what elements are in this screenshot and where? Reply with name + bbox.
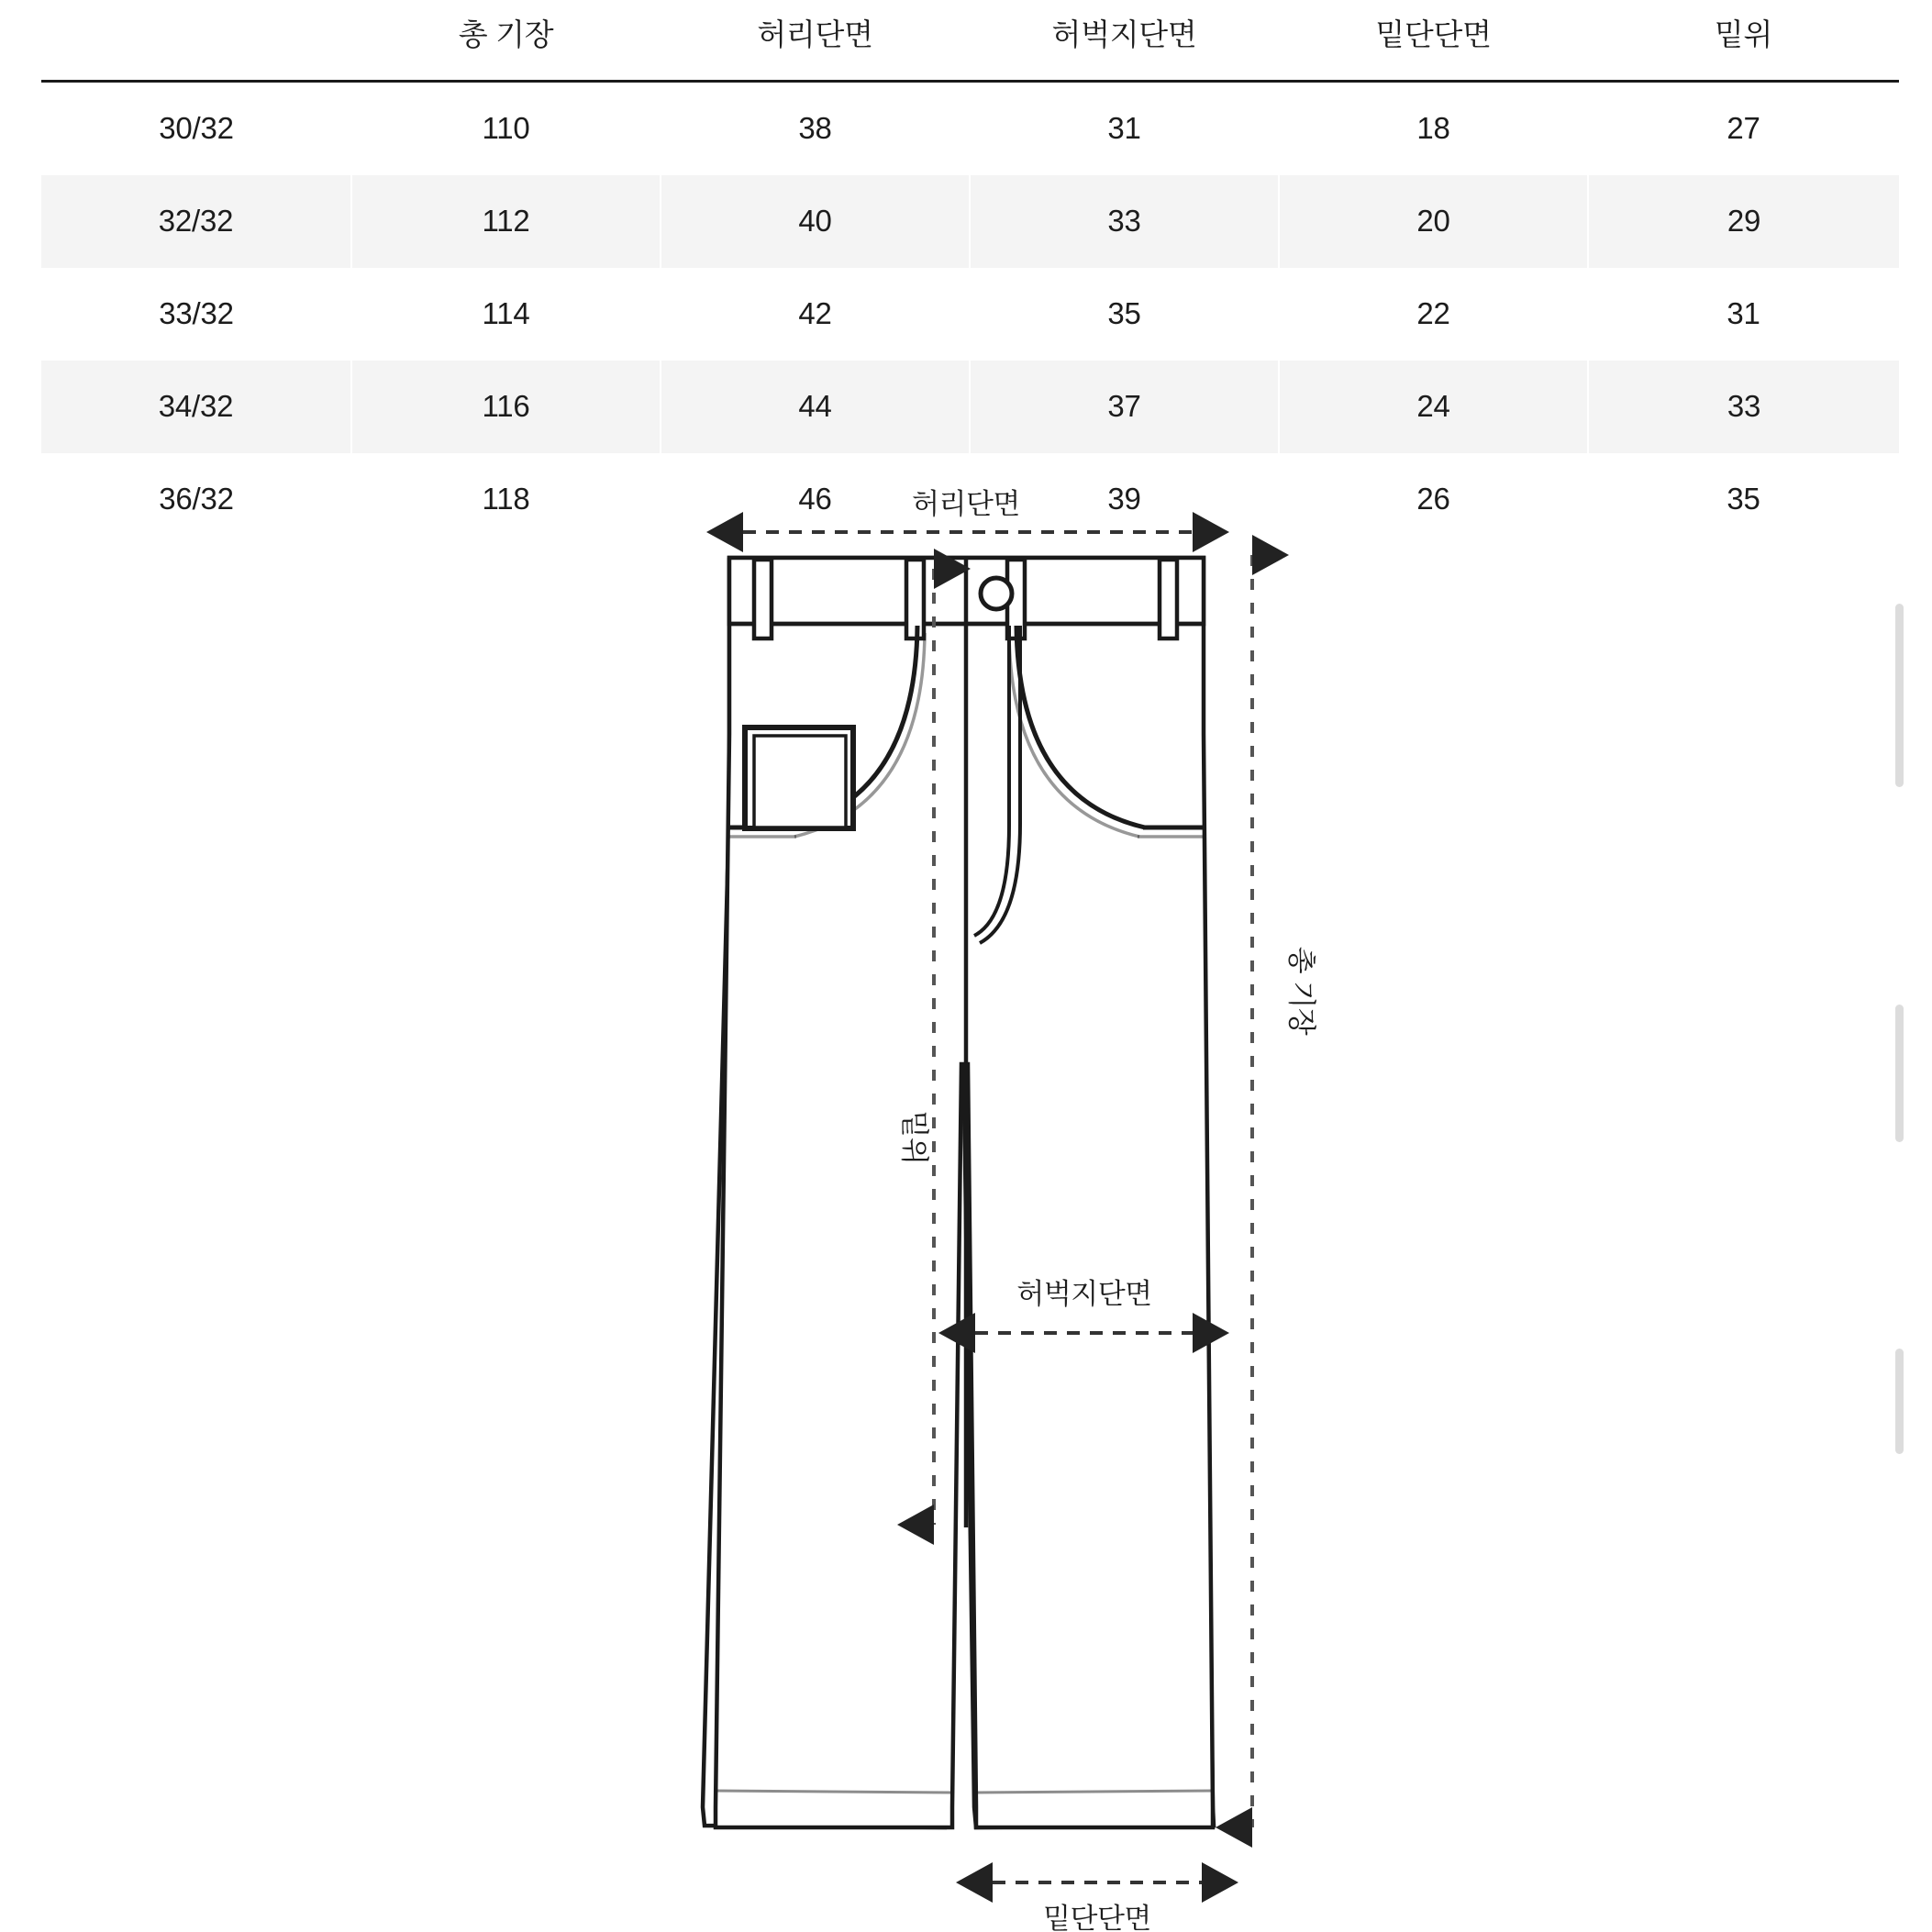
table-row: [41, 82, 1899, 176]
cell-thigh: 31: [1107, 111, 1141, 145]
thigh-dimension-label: 허벅지단면: [1016, 1278, 1152, 1310]
cell-thigh: 37: [970, 361, 1279, 453]
cell-size: 30/32: [159, 111, 234, 145]
cell-total-length: 118: [482, 482, 530, 516]
total-length-dimension: [1252, 555, 1317, 1827]
cell-waist: 38: [798, 111, 832, 145]
column-header-size: [41, 0, 351, 82]
cell-waist: 42: [798, 296, 832, 330]
table-header: [41, 0, 1899, 82]
hem-cuffs: [716, 1791, 1213, 1793]
table-row: [41, 175, 1899, 268]
cell-rise: 29: [1588, 175, 1899, 268]
column-header-hem: 밑단단면: [1375, 17, 1492, 51]
coin-pocket: [745, 727, 853, 828]
scrollbar-thumb-bottom[interactable]: [1895, 1349, 1904, 1454]
cell-total-length: 114: [482, 296, 530, 330]
scrollbar-thumb-middle[interactable]: [1895, 1005, 1904, 1142]
cell-rise: 35: [1727, 482, 1760, 516]
table-header-row: [41, 0, 1899, 82]
cell-rise: 31: [1727, 296, 1760, 330]
total-length-dimension-label: 총 기장: [1285, 946, 1317, 1036]
cell-thigh: 35: [1107, 296, 1141, 330]
hem-dimension: [993, 1882, 1202, 1932]
table-row: [41, 361, 1899, 453]
cell-hem: 22: [1416, 296, 1450, 330]
hem-dimension-label: 밑단단면: [1043, 1903, 1151, 1932]
cell-hem: 26: [1416, 482, 1450, 516]
cell-thigh: 33: [970, 175, 1279, 268]
cell-hem: 20: [1279, 175, 1588, 268]
cell-total-length: 112: [351, 175, 661, 268]
cell-total-length: 116: [351, 361, 661, 453]
button-icon: [981, 578, 1012, 609]
cell-size: 34/32: [41, 361, 351, 453]
rise-dimension-label: 밑위: [898, 1110, 930, 1165]
scrollbar-thumb-top[interactable]: [1895, 604, 1904, 787]
cell-size: 32/32: [41, 175, 351, 268]
column-header-total-length: 총 기장: [458, 17, 554, 51]
cell-size: 36/32: [159, 482, 234, 516]
cell-thigh: 39: [1107, 482, 1141, 516]
cell-size: 33/32: [159, 296, 234, 330]
cell-waist: 44: [661, 361, 970, 453]
cell-hem: 24: [1279, 361, 1588, 453]
cell-total-length: 110: [482, 111, 530, 145]
column-header-rise: 밑위: [1714, 17, 1773, 51]
pants-measurement-diagram: [0, 459, 1932, 1932]
column-header-thigh: 허벅지단면: [1051, 17, 1197, 51]
cell-rise: 27: [1727, 111, 1760, 145]
column-header-waist: 허리단면: [757, 17, 873, 51]
cell-waist: 40: [661, 175, 970, 268]
waist-dimension-label: 허리단면: [912, 488, 1020, 520]
cell-hem: 18: [1416, 111, 1450, 145]
table-row: [41, 268, 1899, 361]
waist-dimension: [743, 488, 1193, 532]
cell-rise: 33: [1588, 361, 1899, 453]
cell-waist: 46: [798, 482, 832, 516]
